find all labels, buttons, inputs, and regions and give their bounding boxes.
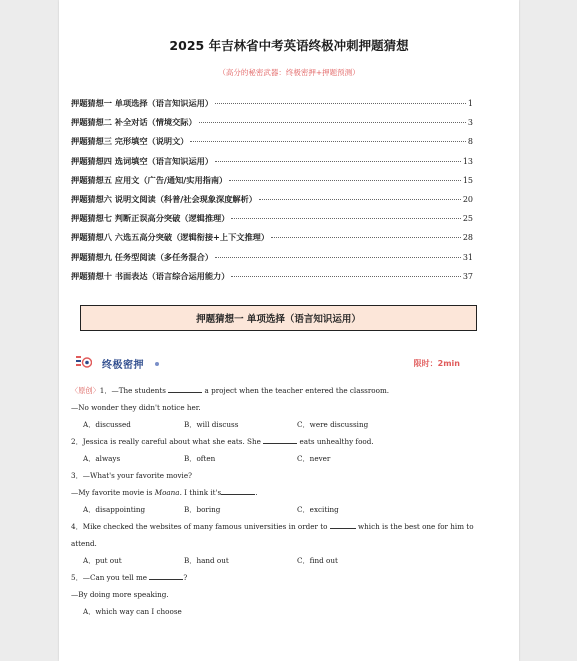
toc-leader xyxy=(229,180,461,181)
toc-page-number: 8 xyxy=(467,137,473,147)
toc-leader xyxy=(231,276,460,277)
question-1-options xyxy=(71,416,476,433)
option-c[interactable]: C．were discussing xyxy=(297,420,369,429)
toc-leader xyxy=(215,103,466,104)
question-4-stem: 4．Mike checked the websites of many famous universities in order to which is the best one for him to xyxy=(71,522,474,531)
question-5-stem: 5．—Can you tell me ? xyxy=(71,573,188,582)
toc-item[interactable]: 押题猜想十 书面表达（语言综合运用能力） 37 xyxy=(71,270,473,281)
toc-page-number: 15 xyxy=(462,175,473,185)
dot-icon xyxy=(155,362,159,366)
document-title: 2025 年吉林省中考英语终极冲刺押题猜想 xyxy=(169,38,409,53)
question-list xyxy=(71,382,476,620)
question-2-stem: 2．Jessica is really careful about what she eats. She eats unhealthy food. xyxy=(71,437,374,446)
toc-leader xyxy=(190,141,465,142)
option-a[interactable]: A．which way can I choose xyxy=(83,607,182,616)
question-2-options xyxy=(71,450,476,467)
toc-item[interactable]: 押题猜想七 判断正误高分突破（逻辑推理） 25 xyxy=(71,213,473,224)
option-b[interactable]: B．often xyxy=(184,454,216,463)
toc-leader xyxy=(231,218,460,219)
toc-page-number: 20 xyxy=(462,194,473,204)
answer-blank[interactable] xyxy=(263,436,297,444)
toc-item[interactable]: 押题猜想三 完形填空（说明文） 8 xyxy=(71,136,473,147)
toc-leader xyxy=(215,257,461,258)
document-page xyxy=(59,0,519,661)
question-5-options xyxy=(71,603,476,620)
toc-page-number: 28 xyxy=(462,233,473,243)
original-tag: 〈原创〉 xyxy=(71,386,100,395)
target-icon xyxy=(76,355,92,370)
option-b[interactable]: B．hand out xyxy=(184,556,229,565)
option-a[interactable]: A．disappointing xyxy=(83,505,146,514)
toc-item[interactable]: 押题猜想九 任务型阅读（多任务混合） 31 xyxy=(71,251,473,262)
toc-page-number: 25 xyxy=(462,214,473,224)
option-a[interactable]: A．always xyxy=(83,454,121,463)
question-5-reply: —By doing more speaking. xyxy=(71,590,169,599)
movie-title: Moana xyxy=(154,488,180,497)
option-b[interactable]: B．boring xyxy=(184,505,221,514)
option-c[interactable]: C．exciting xyxy=(297,505,339,514)
toc-page-number: 37 xyxy=(462,271,473,281)
option-a[interactable]: A．discussed xyxy=(83,420,131,429)
option-a[interactable]: A．put out xyxy=(83,556,122,565)
answer-blank[interactable] xyxy=(149,572,183,580)
option-c[interactable]: C．never xyxy=(297,454,331,463)
secret-label: 终极密押 xyxy=(102,360,144,371)
question-1-stem: 〈原创〉1．—The students a project when the teacher entered the classroom. xyxy=(71,386,390,395)
toc-page-number: 31 xyxy=(462,252,473,262)
toc-leader xyxy=(259,199,461,200)
toc-leader xyxy=(271,237,461,238)
option-b[interactable]: B．will discuss xyxy=(184,420,239,429)
document-subtitle: （高分的秘密武器：终极密押+押题预测） xyxy=(218,68,360,77)
toc-page-number: 1 xyxy=(467,99,473,108)
question-3-options xyxy=(71,501,476,518)
question-4-options xyxy=(71,552,476,569)
question-1-reply: —No wonder they didn't notice her. xyxy=(71,403,201,412)
question-3-stem: 3．—What's your favorite movie? xyxy=(71,471,192,480)
toc-item[interactable]: 押题猜想六 说明文阅读（科普/社会现象深度解析） 20 xyxy=(71,193,473,204)
section-heading: 押题猜想一 单项选择（语言知识运用） xyxy=(80,305,477,331)
answer-blank[interactable] xyxy=(330,521,356,529)
answer-blank[interactable] xyxy=(168,385,202,393)
option-c[interactable]: C．find out xyxy=(297,556,338,565)
time-limit: 限时：2min xyxy=(413,359,460,368)
answer-blank[interactable] xyxy=(221,487,255,495)
question-4-continued: attend. xyxy=(71,539,97,548)
toc-leader xyxy=(199,122,466,123)
toc-item[interactable]: 押题猜想一 单项选择（语言知识运用） 1 xyxy=(71,98,473,108)
table-of-contents xyxy=(71,98,473,290)
toc-item[interactable]: 押题猜想八 六选五高分突破（逻辑衔接+上下文推理） 28 xyxy=(71,232,473,243)
toc-page-number: 3 xyxy=(467,118,473,128)
toc-leader xyxy=(215,161,461,162)
toc-item[interactable]: 押题猜想五 应用文（广告/通知/实用指南） 15 xyxy=(71,174,473,185)
toc-item[interactable]: 押题猜想四 选词填空（语言知识运用） 13 xyxy=(71,155,473,166)
question-3-reply: —My favorite movie is Moana. I think it's . xyxy=(71,488,258,497)
secret-header xyxy=(76,354,460,372)
toc-page-number: 13 xyxy=(462,156,473,166)
toc-item[interactable]: 押题猜想二 补全对话（情境交际） 3 xyxy=(71,117,473,128)
